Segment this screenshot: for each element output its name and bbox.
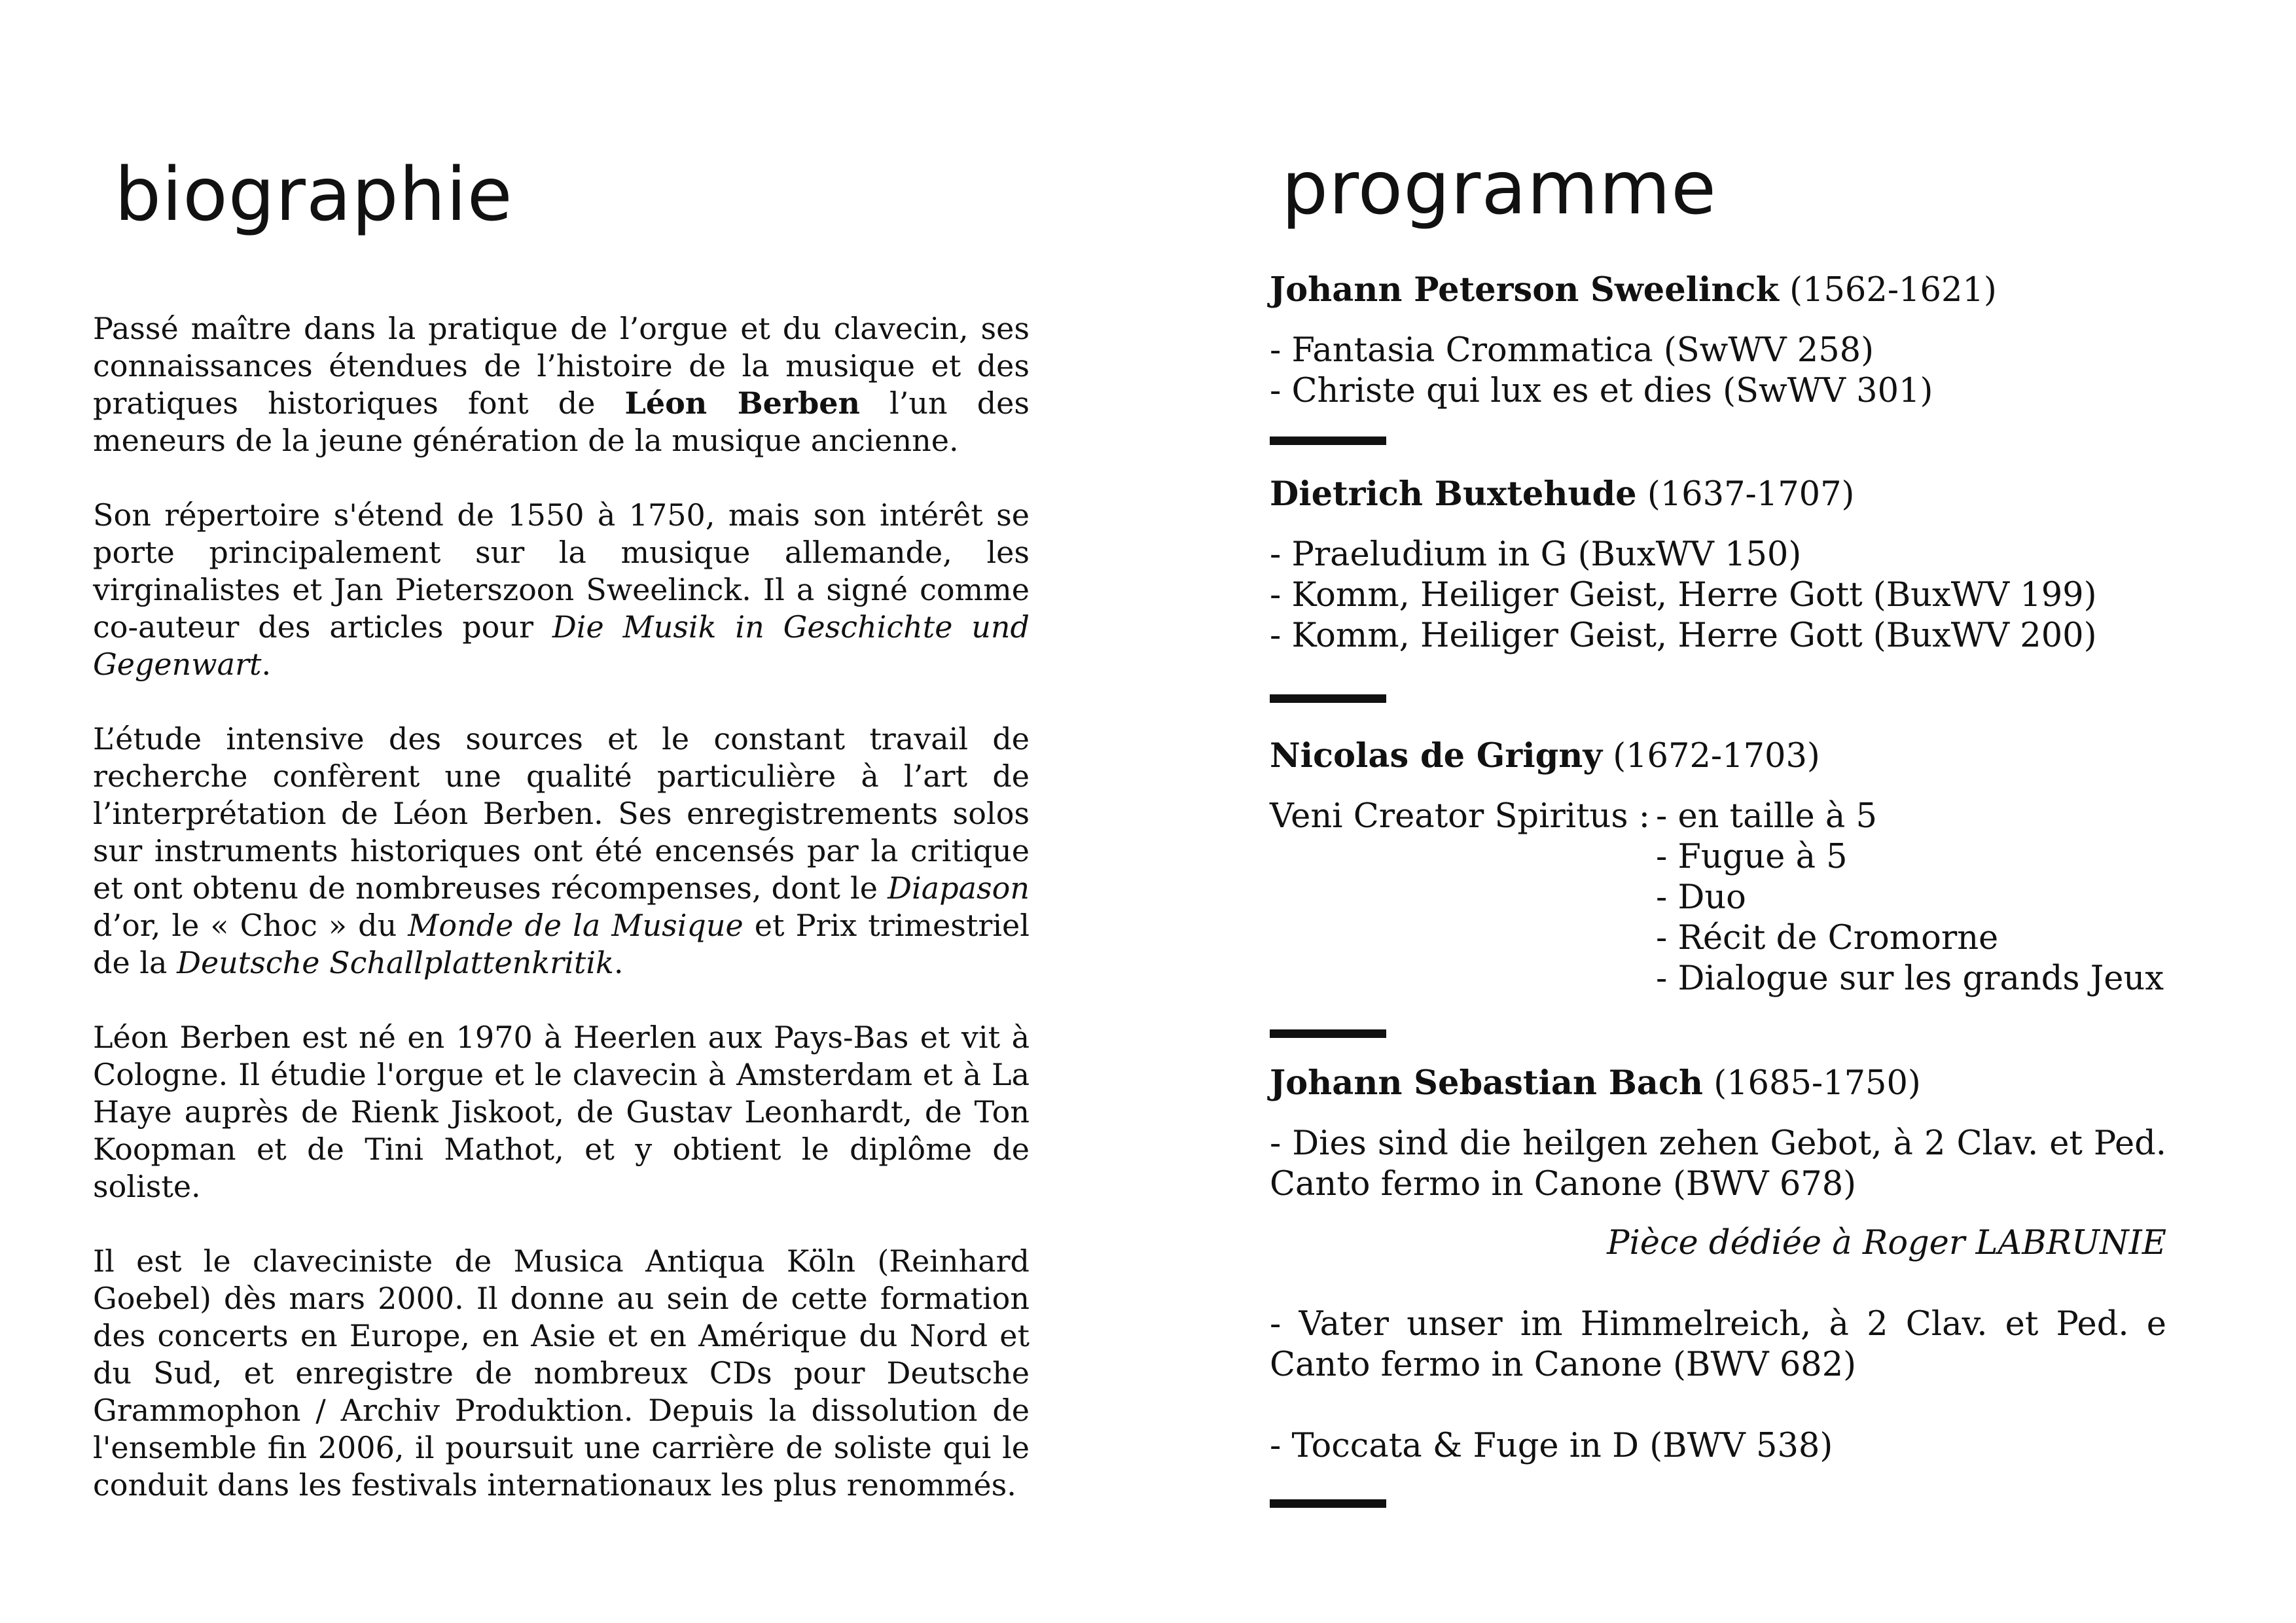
composer-dates: (1672-1703) (1613, 737, 1820, 776)
composer-buxtehude (1270, 474, 2166, 515)
bio-paragraph-4: Léon Berben est né en 1970 à Heerlen aux Pays-Bas et vit à Cologne. Il étudie l'orgue et le clavecin à Amsterdam et à La Haye auprès de Rienk Jiskoot, de Gustav Leonhardt, de Ton Koopman et de Tini Mathot, et y obtient le diplôme de soliste. (93, 1020, 1030, 1204)
work-item: - Fantasia Crommatica (SwWV 258) (1270, 331, 1874, 370)
works-grigny (1270, 796, 2166, 999)
composer-bach (1270, 1063, 2166, 1104)
work-item: - Duo (1656, 878, 1746, 917)
composer-grigny (1270, 736, 2166, 777)
work-item: - Komm, Heiliger Geist, Herre Gott (BuxWV 200) (1270, 616, 2097, 655)
bio-paragraph-2 (93, 497, 1030, 683)
work-item: - Vater unser im Himmelreich, à 2 Clav. et Ped. e Canto fermo in Canone (BWV 682) (1270, 1305, 2166, 1384)
bio-p3-text-2: d’or, le « Choc » du (93, 908, 408, 943)
programme-list (1270, 270, 2166, 1537)
work-item: - en taille à 5 (1656, 797, 1877, 836)
works-sweelinck (1270, 330, 2166, 412)
work-movements (1656, 796, 2164, 999)
bio-p2-title: Die Musik in Geschichte und Gegenwart (93, 609, 1030, 682)
biography-text (93, 310, 1030, 1541)
composer-name: Johann Peterson Sweelinck (1270, 270, 1779, 310)
bio-p3-deutsche: Deutsche Schallplattenkritik (177, 945, 614, 980)
bio-p3-diapason: Diapason (888, 870, 1030, 906)
work-title: Veni Creator Spiritus : (1270, 797, 1650, 836)
work-item: - Dies sind die heilgen zehen Gebot, à 2 Clav. et Ped. Canto fermo in Canone (BWV 678) (1270, 1124, 2166, 1204)
composer-name: Dietrich Buxtehude (1270, 474, 1637, 514)
bio-paragraph-5: Il est le claveciniste de Musica Antiqua Köln (Reinhard Goebel) dès mars 2000. Il donne au sein de cette formation des concerts en Europe, en Asie et en Amérique du Nord et du Sud, et enregistre de nombreux CDs pour Deutsche Grammophon / Archiv Produktion. Depuis la dissolution de l'ensemble fin 2006, il poursuit une carrière de soliste qui le conduit dans les festivals internationaux les plus renommés. (93, 1243, 1030, 1503)
dedication-note: Pièce dédiée à Roger LABRUNIE (1607, 1224, 2166, 1262)
composer-sweelinck (1270, 270, 2166, 311)
bio-p3-text-3: et Prix trimestriel de la (93, 908, 1030, 980)
work-item: - Praeludium in G (BuxWV 150) (1270, 535, 1802, 574)
work-item: - Komm, Heiliger Geist, Herre Gott (BuxWV 199) (1270, 576, 2097, 615)
section-divider (1270, 1499, 1386, 1508)
work-item: - Dialogue sur les grands Jeux (1656, 959, 2164, 998)
bio-p1-name: Léon Berben (624, 385, 860, 421)
bio-paragraph-1 (93, 310, 1030, 459)
programme-heading: programme (1282, 146, 1717, 231)
work-item: - Toccata & Fuge in D (BWV 538) (1270, 1427, 1833, 1465)
biographie-heading: biographie (115, 152, 513, 238)
bio-p1-text: Passé maître dans la pratique de l’orgue et du clavecin, ses connaissances étendues de l’histoire de la musique et des pratiques historiques font de (93, 311, 1030, 421)
bio-p2-text-end: . (261, 647, 272, 682)
work-item: - Fugue à 5 (1656, 838, 1848, 876)
bio-p2-text: Son répertoire s'étend de 1550 à 1750, mais son intérêt se porte principalement sur la musique allemande, les virginalistes et Jan Pieterszoon Sweelinck. Il a signé comme co-auteur des articles pour (93, 497, 1030, 645)
composer-dates: (1685-1750) (1713, 1064, 1921, 1103)
composer-name: Nicolas de Grigny (1270, 736, 1602, 776)
section-divider (1270, 694, 1386, 703)
work-item: - Récit de Cromorne (1656, 919, 1999, 957)
bio-paragraph-3 (93, 721, 1030, 982)
section-divider (1270, 1029, 1386, 1038)
section-divider (1270, 437, 1386, 445)
composer-dates: (1562-1621) (1789, 271, 1997, 310)
composer-dates: (1637-1707) (1647, 475, 1855, 514)
composer-name: Johann Sebastian Bach (1270, 1063, 1703, 1103)
work-item: - Christe qui lux es et dies (SwWV 301) (1270, 372, 1933, 410)
works-bach (1270, 1124, 2166, 1467)
works-buxtehude (1270, 535, 2166, 656)
bio-p3-text-4: . (613, 945, 624, 980)
bio-p3-monde: Monde de la Musique (408, 908, 744, 943)
bio-p1-text-end: l’un des meneurs de la jeune génération de la musique ancienne. (93, 385, 1030, 458)
bio-p3-text-1: L’étude intensive des sources et le constant travail de recherche confèrent une qualité particulière à l’art de l’interprétation de Léon Berben. Ses enregistrements solos sur instruments historiques ont été encensés par la critique et ont obtenu de nombreuses récompenses, dont le (93, 721, 1030, 906)
